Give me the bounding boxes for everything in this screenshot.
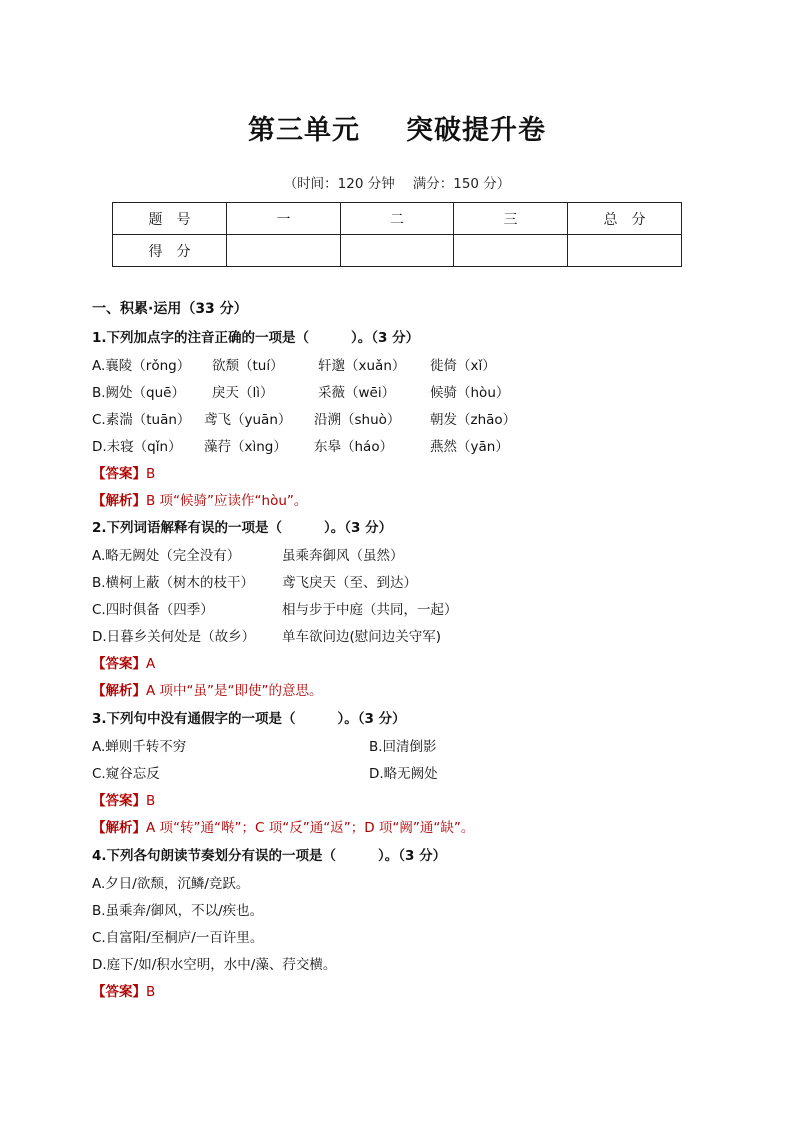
answer-value: B: [146, 793, 156, 809]
answer-tag: 【答案】: [92, 466, 146, 482]
score-table-cell[interactable]: [341, 235, 454, 267]
question-2-answer: [92, 655, 155, 673]
option-item: 单车欲问边(慰问边关守军): [282, 629, 442, 645]
title-part2: 突破提升卷: [406, 115, 546, 146]
full-score: 满分：150 分）: [412, 176, 511, 192]
analysis-text: B 项“候骑”应读作“hòu”。: [146, 493, 308, 509]
score-table-cell[interactable]: [454, 235, 568, 267]
score-table-cell: 总 分: [568, 203, 682, 235]
option-item: D.日暮乡关何处是（故乡）: [92, 629, 256, 645]
score-table-header-row: [113, 203, 682, 235]
question-1-option-c: [92, 411, 516, 429]
score-table-cell: 二: [341, 203, 454, 235]
question-4-answer: [92, 983, 155, 1001]
question-1-option-a: [92, 357, 496, 375]
stem-text: 3.下列句中没有通假字的一项是（: [92, 711, 296, 727]
score-table-cell: 一: [227, 203, 341, 235]
answer-tag: 【答案】: [92, 793, 146, 809]
question-3-answer: [92, 792, 155, 810]
score-table-cell[interactable]: [568, 235, 682, 267]
analysis-text: A 项中“虽”是“即使”的意思。: [146, 683, 323, 699]
option-item: D.未寝（qǐn）: [92, 439, 182, 455]
page-title: [0, 108, 794, 147]
question-2-option-b: [92, 574, 417, 592]
option-item: 沿溯（shuò）: [314, 412, 401, 428]
answer-value: B: [146, 984, 156, 1000]
answer-tag: 【答案】: [92, 984, 146, 1000]
stem-text: 2.下列词语解释有误的一项是（: [92, 520, 283, 536]
score-table-cell: 题 号: [113, 203, 227, 235]
score-table-cell: 三: [454, 203, 568, 235]
question-3-options-cd: [92, 765, 438, 783]
question-1-stem: [92, 329, 419, 347]
option-item: 藻荇（xìng）: [204, 439, 287, 455]
answer-value: A: [146, 656, 156, 672]
option-item: A.蝉则千转不穷: [92, 739, 187, 755]
question-1-option-d: [92, 438, 509, 456]
option-item: 轩邈（xuǎn）: [318, 358, 406, 374]
question-2-option-c: [92, 601, 458, 619]
stem-text: ）。（3 分）: [324, 520, 393, 536]
option-item: 鸢飞（yuān）: [204, 412, 292, 428]
question-2-stem: [92, 519, 392, 537]
answer-tag: 【答案】: [92, 656, 146, 672]
option-item: C.四时俱备（四季）: [92, 602, 214, 618]
option-item: C.素湍（tuān）: [92, 412, 191, 428]
question-3-stem: [92, 710, 406, 728]
section-heading: 一、积累·运用（33 分）: [92, 301, 248, 317]
option-item: A.略无阙处（完全没有）: [92, 548, 241, 564]
stem-text: ）。（3 分）: [378, 848, 447, 864]
time-limit: （时间：120 分钟: [283, 176, 395, 192]
title-part1: 第三单元: [248, 115, 360, 146]
option-item: 候骑（hòu）: [430, 385, 510, 401]
option-item: 采薇（wēi）: [318, 385, 396, 401]
option-item: C.窥谷忘反: [92, 766, 160, 782]
option-item: 东皋（háo）: [314, 439, 394, 455]
question-4-stem: [92, 847, 446, 865]
answer-value: B: [146, 466, 156, 482]
option-item: B.横柯上蔽（树木的枝干）: [92, 575, 255, 591]
question-3-analysis: [92, 819, 474, 837]
question-1-analysis: [92, 492, 307, 510]
question-2-option-a: [92, 547, 404, 565]
analysis-tag: 【解析】: [92, 820, 146, 836]
score-table-cell[interactable]: [227, 235, 341, 267]
score-table-cell: 得 分: [113, 235, 227, 267]
exam-info: [0, 172, 794, 192]
question-4-option-b: B.虽乘奔/御风，不以/疾也。: [92, 903, 264, 919]
question-1-option-b: [92, 384, 509, 402]
analysis-tag: 【解析】: [92, 683, 146, 699]
score-table: [112, 202, 682, 267]
question-2-analysis: [92, 682, 323, 700]
stem-text: ）。（3 分）: [337, 711, 406, 727]
option-item: 虽乘奔御风（虽然）: [282, 548, 404, 564]
option-item: A.襄陵（rǒng）: [92, 358, 191, 374]
stem-text: ）。（3 分）: [351, 330, 420, 346]
option-item: 欲颓（tuí）: [212, 358, 284, 374]
stem-text: 1.下列加点字的注音正确的一项是（: [92, 330, 310, 346]
analysis-tag: 【解析】: [92, 493, 146, 509]
question-1-answer: [92, 465, 155, 483]
option-item: 燕然（yān）: [430, 439, 509, 455]
option-item: 鸢飞戾天（至、到达）: [282, 575, 417, 591]
question-4-option-d: D.庭下/如/积水空明，水中/藻、荇交横。: [92, 957, 337, 973]
option-item: 徙倚（xǐ）: [430, 358, 496, 374]
score-table-score-row: [113, 235, 682, 267]
option-item: B.阙处（quē）: [92, 385, 185, 401]
option-item: 相与步于中庭（共同，一起）: [282, 602, 458, 618]
question-3-options-ab: [92, 738, 437, 756]
option-item: 朝发（zhāo）: [430, 412, 517, 428]
analysis-text: A 项“转”通“啭”；C 项“反”通“返”；D 项“阙”通“缺”。: [146, 820, 475, 836]
option-item: D.略无阙处: [369, 766, 438, 782]
option-item: 戾天（lì）: [212, 385, 274, 401]
question-2-option-d: [92, 628, 441, 646]
question-4-option-a: A.夕日/欲颓，沉鳞/竞跃。: [92, 876, 250, 892]
option-item: B.回清倒影: [369, 739, 437, 755]
question-4-option-c: C.自富阳/至桐庐/一百许里。: [92, 930, 264, 946]
stem-text: 4.下列各句朗读节奏划分有误的一项是（: [92, 848, 337, 864]
